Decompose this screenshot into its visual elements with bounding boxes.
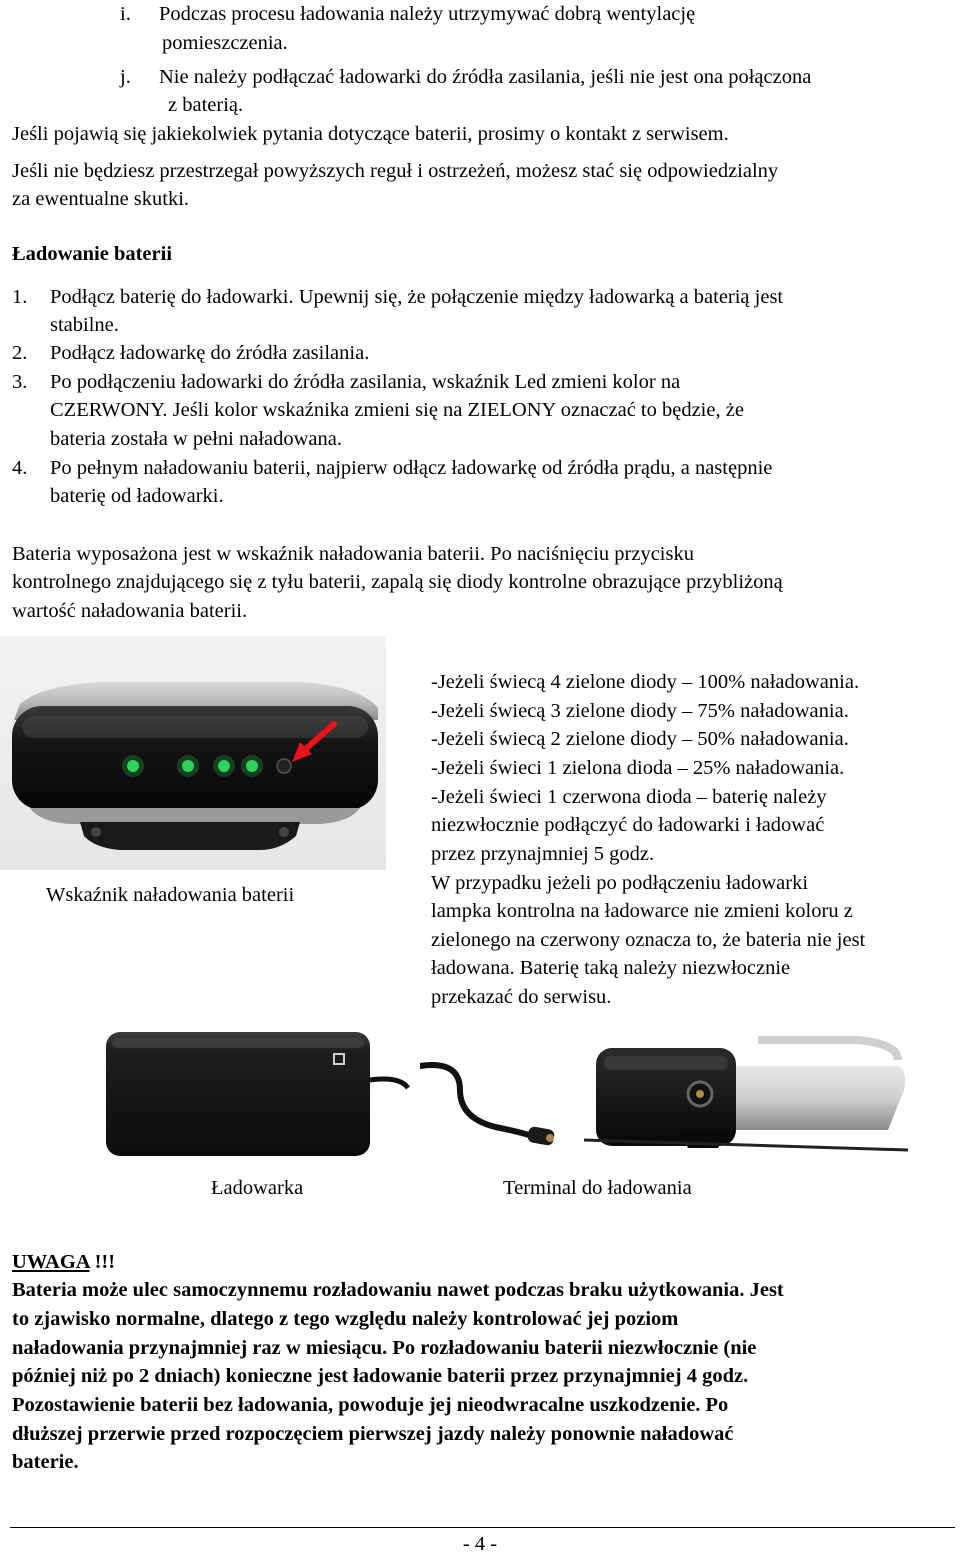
charger-photo <box>100 1028 420 1160</box>
step-text: Podłącz baterię do ładowarki. Upewnij się, że połączenie między ładowarką a baterią jest <box>50 286 784 308</box>
led-level-line: zielonego na czerwony oznacza to, że bateria nie jest <box>431 929 866 951</box>
battery-indicator-photo <box>0 636 386 870</box>
intro-line-1: Jeśli pojawią się jakiekolwiek pytania dotyczące baterii, prosimy o kontakt z serwisem. <box>12 123 729 145</box>
led-level-line: -Jeżeli świecą 2 zielone diody – 50% naładowania. <box>431 728 849 750</box>
page-number: - 4 - <box>462 1533 498 1555</box>
charger-caption: Ładowarka <box>211 1177 304 1199</box>
footer-rule <box>10 1527 955 1528</box>
warning-line: później niż po 2 dniach) konieczne jest ładowanie baterii przez przynajmniej 4 godz. <box>12 1365 749 1387</box>
indicator-line-2: kontrolnego znajdującego się z tyłu baterii, zapalą się diody kontrolne obrazujące przybliżoną <box>12 571 783 593</box>
warning-title-text: UWAGA <box>12 1251 90 1273</box>
led-green-4-icon <box>241 755 263 777</box>
terminal-photo <box>578 1030 910 1156</box>
led-level-line: -Jeżeli świecą 4 zielone diody – 100% naładowania. <box>431 671 860 693</box>
charger-cable-photo <box>420 1040 565 1150</box>
intro-line-2: Jeśli nie będziesz przestrzegał powyższych reguł i ostrzeżeń, możesz stać się odpowiedzialny <box>12 160 779 182</box>
warning-title <box>12 1248 115 1277</box>
warning-line: Pozostawienie baterii bez ładowania, powoduje jej nieodwracalne uszkodzenie. Po <box>12 1394 729 1416</box>
intro-line-3: za ewentualne skutki. <box>12 188 190 210</box>
step-number: 2. <box>12 342 28 364</box>
step-number: 3. <box>12 371 28 393</box>
led-level-line: niezwłocznie podłączyć do ładowarki i ładować <box>431 814 825 836</box>
list-letter-j: j. <box>120 66 131 88</box>
step-text: bateria została w pełni naładowana. <box>50 428 342 450</box>
warning-line: naładowania przynajmniej raz w miesiącu. Po rozładowaniu baterii niezwłocznie (nie <box>12 1337 757 1359</box>
led-green-1-icon <box>122 755 144 777</box>
warning-line: dłuższej przerwie przed rozpoczęciem pierwszej jazdy należy ponownie naładować <box>12 1423 734 1445</box>
step-text: Po podłączeniu ładowarki do źródła zasilania, wskaźnik Led zmieni kolor na <box>50 371 681 393</box>
led-green-3-icon <box>213 755 235 777</box>
led-level-line: lampka kontrolna na ładowarce nie zmieni koloru z <box>431 900 853 922</box>
section-heading: Ładowanie baterii <box>12 243 173 265</box>
indicator-line-3: wartość naładowania baterii. <box>12 600 248 622</box>
step-text: baterię od ładowarki. <box>50 485 224 507</box>
list-letter-i: i. <box>120 3 131 25</box>
led-green-2-icon <box>177 755 199 777</box>
list-item-i-line1: Podczas procesu ładowania należy utrzymywać dobrą wentylację <box>159 3 696 25</box>
warning-line: to zjawisko normalne, dlatego z tego względu należy kontrolować jej poziom <box>12 1308 679 1330</box>
warning-line: bateriе. <box>12 1451 79 1473</box>
list-item-i-line2: pomieszczenia. <box>162 32 288 54</box>
warning-line: Bateria może ulec samoczynnemu rozładowaniu nawet podczas braku użytkowania. Jest <box>12 1279 784 1301</box>
warning-exclaim: !!! <box>89 1251 116 1273</box>
led-level-line: -Jeżeli świeci 1 zielona dioda – 25% naładowania. <box>431 757 845 779</box>
step-text: stabilne. <box>50 314 119 336</box>
led-level-line: -Jeżeli świecą 3 zielone diody – 75% naładowania. <box>431 700 849 722</box>
led-level-line: -Jeżeli świeci 1 czerwona dioda – baterię należy <box>431 786 827 808</box>
indicator-line-1: Bateria wyposażona jest w wskaźnik naładowania baterii. Po naciśnięciu przycisku <box>12 543 694 565</box>
step-text: Podłącz ładowarkę do źródła zasilania. <box>50 342 370 364</box>
led-level-line: przez przynajmniej 5 godz. <box>431 843 655 865</box>
step-number: 1. <box>12 286 28 308</box>
indicator-caption: Wskaźnik naładowania baterii <box>46 884 295 906</box>
step-text: CZERWONY. Jeśli kolor wskaźnika zmieni się na ZIELONY oznaczać to będzie, że <box>50 399 744 421</box>
list-item-j-line2: z baterią. <box>168 94 244 116</box>
plug-tip-icon <box>546 1134 554 1142</box>
terminal-caption: Terminal do ładowania <box>503 1177 692 1199</box>
led-level-line: W przypadku jeżeli po podłączeniu ładowarki <box>431 872 809 894</box>
led-level-line: ładowana. Baterię taką należy niezwłocznie <box>431 957 791 979</box>
control-button-icon <box>277 759 291 773</box>
step-text: Po pełnym naładowaniu baterii, najpierw odłącz ładowarkę od źródła prądu, a następnie <box>50 457 773 479</box>
led-level-line: przekazać do serwisu. <box>431 986 612 1008</box>
list-item-j-line1: Nie należy podłączać ładowarki do źródła zasilania, jeśli nie jest ona połączona <box>159 66 812 88</box>
step-number: 4. <box>12 457 28 479</box>
